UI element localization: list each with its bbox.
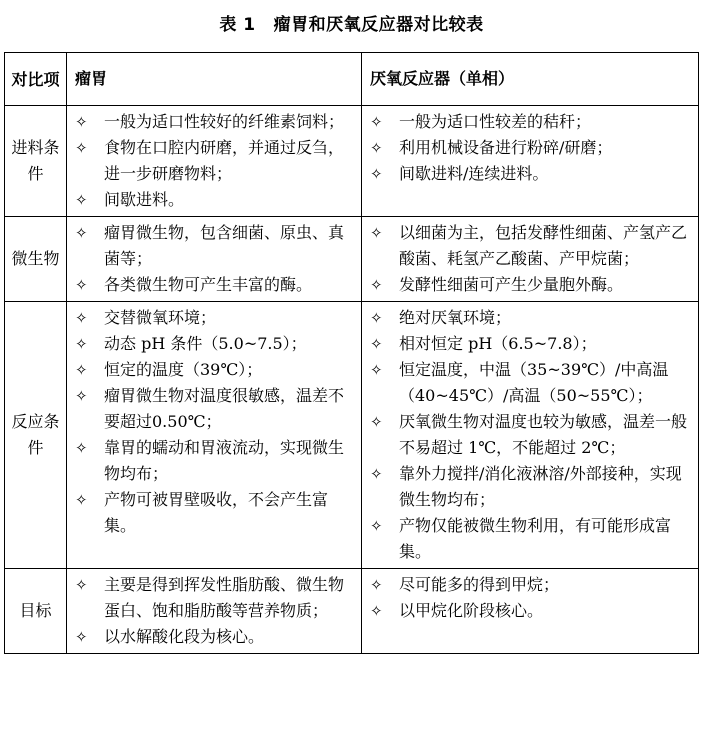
list-item-text: 以水解酸化段为核心。 (104, 627, 265, 646)
diamond-star-bullet-icon: ✧ (75, 113, 88, 131)
row-label: 目标 (5, 569, 67, 654)
rumen-list (73, 220, 355, 298)
diamond-star-bullet-icon: ✧ (75, 361, 88, 379)
diamond-star-bullet-icon: ✧ (75, 276, 88, 294)
list-item-text: 产物可被胃壁吸收，不会产生富集。 (104, 490, 329, 535)
diamond-star-bullet-icon: ✧ (370, 602, 383, 620)
list-item-text: 各类微生物可产生丰富的酶。 (104, 275, 313, 294)
reactor-cell (362, 569, 699, 654)
list-item (368, 272, 692, 298)
table-number: 表 1 (219, 15, 256, 35)
diamond-star-bullet-icon: ✧ (370, 139, 383, 157)
list-item-text: 以细菌为主，包括发酵性细菌、产氢产乙酸菌、耗氢产乙酸菌、产甲烷菌； (399, 223, 688, 268)
diamond-star-bullet-icon: ✧ (75, 335, 88, 353)
list-item (368, 220, 692, 272)
list-item (73, 187, 355, 213)
rumen-list (73, 305, 355, 539)
rumen-cell (67, 217, 362, 302)
reactor-cell (362, 302, 699, 569)
list-item (73, 135, 355, 187)
list-item (73, 383, 355, 435)
list-item-text: 动态 pH 条件（5.0~7.5）； (104, 334, 307, 353)
rumen-list (73, 109, 355, 213)
diamond-star-bullet-icon: ✧ (370, 224, 383, 242)
diamond-star-bullet-icon: ✧ (75, 191, 88, 209)
list-item (368, 161, 692, 187)
list-item (73, 357, 355, 383)
list-item (73, 272, 355, 298)
list-item-text: 间歇进料。 (104, 190, 185, 209)
table-row (5, 569, 699, 654)
list-item-text: 一般为适口性较差的秸秆； (399, 112, 592, 131)
list-item (73, 305, 355, 331)
rumen-cell (67, 106, 362, 217)
reactor-list (368, 109, 692, 187)
list-item-text: 相对恒定 pH（6.5~7.8）； (399, 334, 597, 353)
list-item (73, 572, 355, 624)
list-item (73, 487, 355, 539)
list-item-text: 绝对厌氧环境； (399, 308, 512, 327)
diamond-star-bullet-icon: ✧ (75, 628, 88, 646)
diamond-star-bullet-icon: ✧ (370, 165, 383, 183)
table-row (5, 302, 699, 569)
diamond-star-bullet-icon: ✧ (370, 361, 383, 379)
diamond-star-bullet-icon: ✧ (75, 139, 88, 157)
header-rumen: 瘤胃 (67, 53, 362, 106)
list-item (368, 305, 692, 331)
list-item (368, 135, 692, 161)
table-header-row (5, 53, 699, 106)
diamond-star-bullet-icon: ✧ (370, 517, 383, 535)
diamond-star-bullet-icon: ✧ (370, 335, 383, 353)
row-label: 微生物 (5, 217, 67, 302)
list-item-text: 主要是得到挥发性脂肪酸、微生物蛋白、饱和脂肪酸等营养物质； (104, 575, 345, 620)
diamond-star-bullet-icon: ✧ (370, 309, 383, 327)
diamond-star-bullet-icon: ✧ (370, 576, 383, 594)
list-item-text: 瘤胃微生物对温度很敏感，温差不要超过0.50℃； (104, 386, 345, 431)
row-label: 进料条件 (5, 106, 67, 217)
reactor-list (368, 305, 692, 565)
list-item (73, 435, 355, 487)
list-item (73, 220, 355, 272)
list-item (368, 331, 692, 357)
header-item: 对比项 (5, 53, 67, 106)
list-item (73, 624, 355, 650)
list-item (368, 598, 692, 624)
comparison-table (4, 52, 699, 654)
diamond-star-bullet-icon: ✧ (75, 309, 88, 327)
rumen-cell (67, 302, 362, 569)
diamond-star-bullet-icon: ✧ (75, 439, 88, 457)
rumen-list (73, 572, 355, 650)
header-reactor: 厌氧反应器（单相） (362, 53, 699, 106)
table-title: 瘤胃和厌氧反应器对比较表 (273, 15, 484, 35)
diamond-star-bullet-icon: ✧ (370, 276, 383, 294)
list-item (368, 109, 692, 135)
list-item (368, 572, 692, 598)
table-row (5, 106, 699, 217)
list-item (368, 409, 692, 461)
diamond-star-bullet-icon: ✧ (75, 224, 88, 242)
row-label: 反应条件 (5, 302, 67, 569)
list-item-text: 发酵性细菌可产生少量胞外酶。 (399, 275, 624, 294)
list-item (368, 461, 692, 513)
diamond-star-bullet-icon: ✧ (370, 413, 383, 431)
rumen-cell (67, 569, 362, 654)
list-item-text: 恒定的温度（39℃）； (104, 360, 263, 379)
list-item-text: 产物仅能被微生物利用，有可能形成富集。 (399, 516, 672, 561)
reactor-list (368, 572, 692, 624)
list-item-text: 厌氧微生物对温度也较为敏感，温差一般不易超过 1℃，不能超过 2℃； (399, 412, 688, 457)
list-item-text: 间歇进料/连续进料。 (399, 164, 549, 183)
list-item (73, 109, 355, 135)
reactor-list (368, 220, 692, 298)
reactor-cell (362, 217, 699, 302)
reactor-cell (362, 106, 699, 217)
diamond-star-bullet-icon: ✧ (370, 113, 383, 131)
list-item-text: 瘤胃微生物，包含细菌、原虫、真菌等； (104, 223, 345, 268)
list-item (368, 513, 692, 565)
list-item-text: 恒定温度，中温（35~39℃）/中高温（40~45℃）/高温（50~55℃）； (399, 360, 669, 405)
list-item-text: 利用机械设备进行粉碎/研磨； (399, 138, 613, 157)
list-item-text: 靠胃的蠕动和胃液流动，实现微生物均布； (104, 438, 345, 483)
list-item-text: 食物在口腔内研磨，并通过反刍，进一步研磨物料； (104, 138, 345, 183)
table-row (5, 217, 699, 302)
list-item (368, 357, 692, 409)
list-item (73, 331, 355, 357)
table-caption (0, 10, 703, 35)
diamond-star-bullet-icon: ✧ (75, 576, 88, 594)
list-item-text: 一般为适口性较好的纤维素饲料； (104, 112, 345, 131)
diamond-star-bullet-icon: ✧ (75, 387, 88, 405)
list-item-text: 交替微氧环境； (104, 308, 217, 327)
list-item-text: 靠外力搅拌/消化液淋溶/外部接种，实现微生物均布； (399, 464, 682, 509)
diamond-star-bullet-icon: ✧ (370, 465, 383, 483)
diamond-star-bullet-icon: ✧ (75, 491, 88, 509)
list-item-text: 尽可能多的得到甲烷； (399, 575, 560, 594)
list-item-text: 以甲烷化阶段核心。 (399, 601, 544, 620)
